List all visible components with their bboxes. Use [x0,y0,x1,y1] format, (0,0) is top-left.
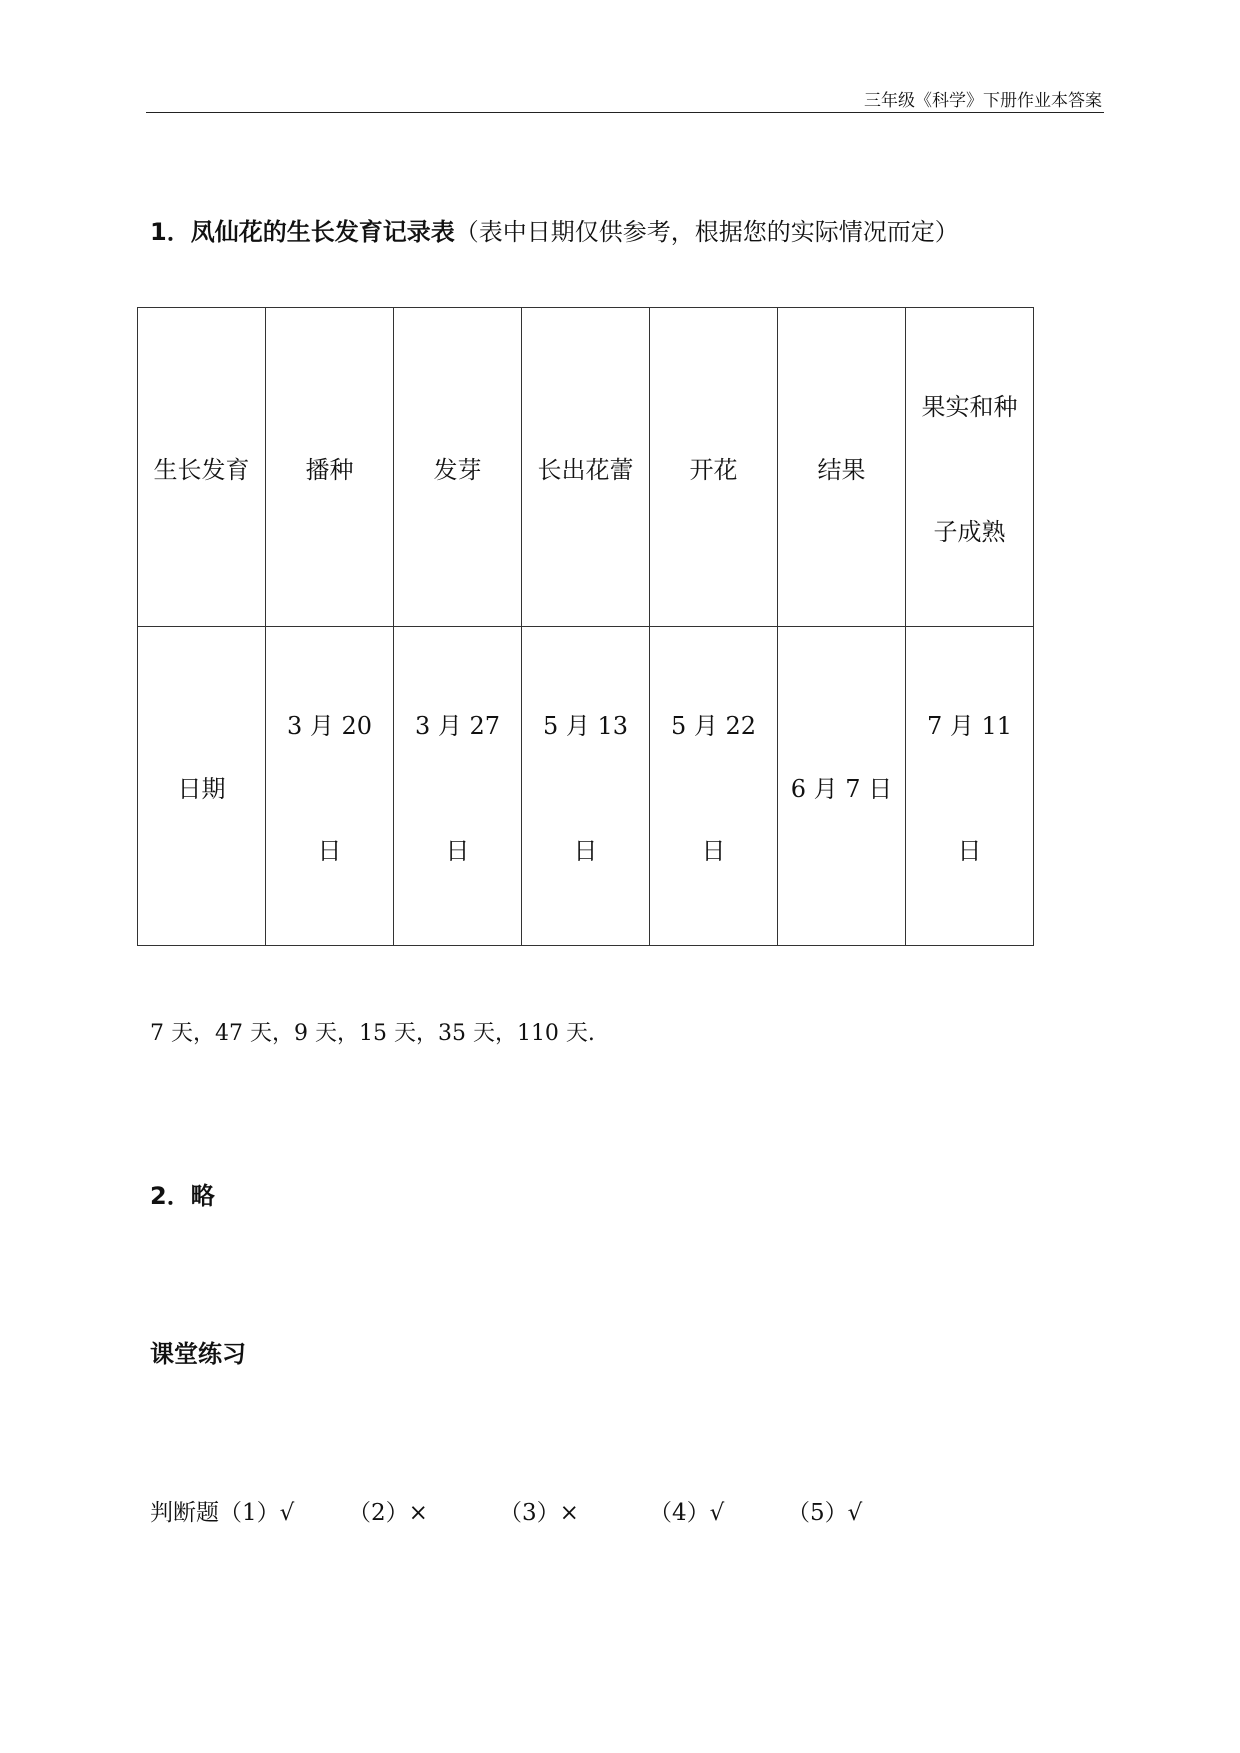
question-1-note: （表中日期仅供参考，根据您的实际情况而定） [454,218,959,246]
date-budding-line2: 日 [573,837,598,865]
stage-seed-ripening-line1: 果实和种 [921,393,1018,421]
question-1-title: 凤仙花的生长发育记录表 [190,218,455,246]
table-row-stage [138,308,1034,627]
exercise-title: 课堂练习 [150,1340,246,1368]
stage-sprouting: 发芽 [394,308,522,627]
row-label-date: 日期 [138,627,266,946]
header-title: 三年级《科学》下册作业本答案 [864,91,1102,111]
judgement-item-5: （5）√ [787,1500,863,1526]
date-flowering-line1: 5 月 22 [670,712,757,740]
date-sprouting [394,627,522,946]
judgement-line [150,1494,862,1527]
stage-fruiting: 结果 [778,308,906,627]
date-sowing-line2: 日 [317,837,342,865]
judgement-item-4: （4）√ [649,1500,725,1526]
question-2: 2．略 [150,1182,215,1210]
date-flowering [650,627,778,946]
date-sowing-line1: 3 月 20 [286,712,373,740]
judgement-label: 判断题 [150,1500,219,1526]
page-header [146,82,1104,113]
date-fruiting: 6 月 7 日 [778,627,906,946]
judgement-item-1: （1）√ [219,1500,295,1526]
date-sprouting-line2: 日 [445,837,470,865]
date-sprouting-line1: 3 月 27 [414,712,501,740]
date-budding-line1: 5 月 13 [542,712,629,740]
date-budding [522,627,650,946]
growth-record-table [137,307,1034,946]
date-seed-ripening-line2: 日 [957,837,982,865]
question-1-number: 1． [150,218,191,246]
table-row-date [138,627,1034,946]
stage-budding: 长出花蕾 [522,308,650,627]
date-flowering-line2: 日 [701,837,726,865]
days-line: 7 天，47 天，9 天，15 天，35 天，110 天. [150,1021,595,1046]
row-label-stage: 生长发育 [138,308,266,627]
date-seed-ripening [906,627,1034,946]
judgement-item-2: （2）× [348,1500,428,1526]
date-seed-ripening-line1: 7 月 11 [926,712,1013,740]
stage-seed-ripening [906,308,1034,627]
question-1 [150,212,959,247]
stage-sowing: 播种 [266,308,394,627]
stage-seed-ripening-line2: 子成熟 [933,518,1006,546]
date-sowing [266,627,394,946]
stage-flowering: 开花 [650,308,778,627]
judgement-item-3: （3）× [499,1500,579,1526]
